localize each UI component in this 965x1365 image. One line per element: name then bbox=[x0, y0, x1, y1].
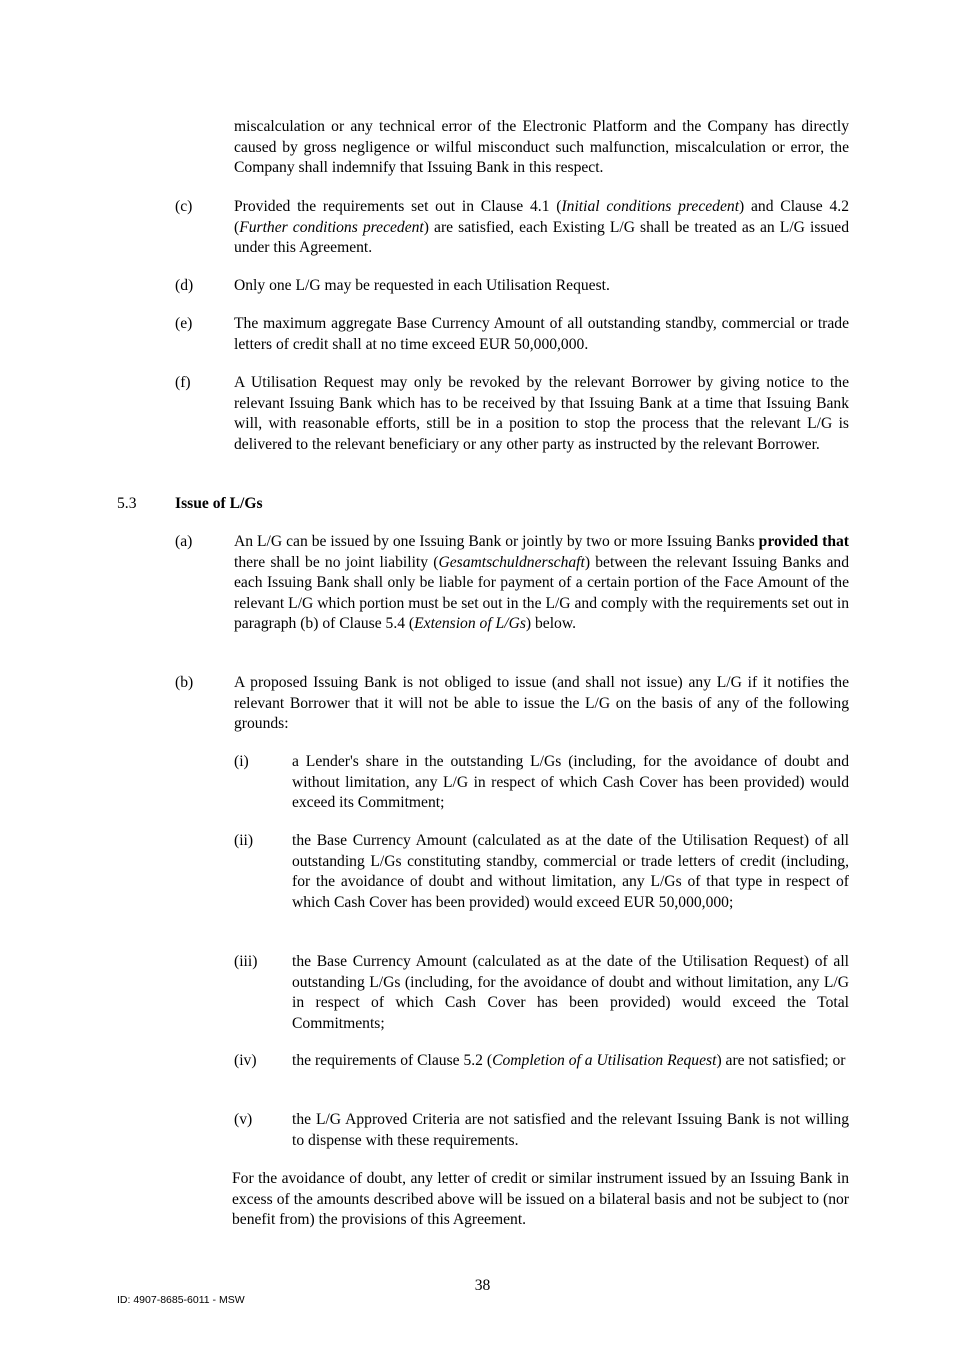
para-c-t3: ) are satisfied, each Existing L/G shall be treated as an L/G issued under this Agreement. bbox=[234, 218, 849, 257]
para-c-ref-further: Further conditions precedent bbox=[239, 218, 424, 236]
para-53b-label: (b) bbox=[175, 674, 194, 691]
sub-iv-t2: ) are not satisfied; or bbox=[716, 1052, 846, 1069]
intro-paragraph: miscalculation or any technical error of the Electronic Platform and the Company has directly caused by gross negligence or wilful misconduct such malfunction, miscalculation or error, the Company shall indemnify that Issuing Bank in this respect. bbox=[234, 118, 849, 177]
closing-paragraph: For the avoidance of doubt, any letter of credit or similar instrument issued by an Issuing Bank in excess of the amounts described above will be issued on a bilateral basis and not be subject to (nor benefit from) the provisions of this Agreement. bbox=[232, 1170, 849, 1229]
para-53a-extension-ref: Extension of L/Gs bbox=[414, 615, 526, 633]
para-f-text: A Utilisation Request may only be revoked by the relevant Borrower by giving notice to the relevant Issuing Bank which has to be received by that Issuing Bank at a time that Issuing Bank will, with reasonable efforts, still be in a position to stop the process that the relevant L/G is delivered to the relevant beneficiary or any other party as instructed by the relevant Borrower. bbox=[234, 374, 849, 453]
para-c-text bbox=[234, 197, 849, 259]
para-53a-t2: there shall be no joint liability ( bbox=[234, 553, 439, 571]
sub-ii-text: the Base Currency Amount (calculated as at the date of the Utilisation Request) of all outstanding L/Gs constituting standby, commercial or trade letters of credit (including, for the avoidance of doubt and without limitation, any L/Gs of that type in respect of which Cash Cover has been provided) would exceed EUR 50,000,000; bbox=[292, 832, 849, 911]
para-53a-gesamtschuld: Gesamtschuldnerschaft bbox=[438, 553, 585, 571]
section-number: 5.3 bbox=[117, 495, 137, 512]
para-53a-provided-that: provided that bbox=[758, 533, 849, 550]
para-f-label: (f) bbox=[175, 374, 191, 391]
para-53a-text bbox=[234, 532, 849, 635]
sub-iii-text: the Base Currency Amount (calculated as at the date of the Utilisation Request) of all outstanding L/Gs (including, for the avoidance of doubt and without limitation, any L/G in respect of which Cash Cover has been provided) would exceed the Total Commitments; bbox=[292, 953, 849, 1032]
para-53b-text: A proposed Issuing Bank is not obliged to issue (and shall not issue) any L/G if it notifies the relevant Borrower that it will not be able to issue the L/G on the basis of any of the following grounds: bbox=[234, 674, 849, 733]
para-e-label: (e) bbox=[175, 315, 193, 332]
para-c-label: (c) bbox=[175, 198, 193, 215]
para-53a-t3: ) between the relevant Issuing Banks and each Issuing Bank shall only be liable for payment of a certain portion of the Face Amount of the relevant L/G which portion must be set out in the L/G and comply with the requirements set out in paragraph (b) of Clause 5.4 ( bbox=[234, 553, 849, 633]
sub-iv-label: (iv) bbox=[234, 1052, 257, 1069]
para-53a-label: (a) bbox=[175, 533, 193, 550]
document-id: ID: 4907-8685-6011 - MSW bbox=[117, 1294, 245, 1306]
para-d-label: (d) bbox=[175, 277, 194, 294]
sub-iv-text bbox=[292, 1051, 849, 1072]
para-e-text: The maximum aggregate Base Currency Amount of all outstanding standby, commercial or trade letters of credit shall at no time exceed EUR 50,000,000. bbox=[234, 315, 849, 353]
sub-iv-t1: the requirements of Clause 5.2 ( bbox=[292, 1052, 493, 1069]
para-d-text: Only one L/G may be requested in each Utilisation Request. bbox=[234, 277, 610, 294]
sub-ii-label: (ii) bbox=[234, 832, 254, 849]
sub-i-label: (i) bbox=[234, 753, 249, 770]
para-53a-t4: ) below. bbox=[525, 615, 576, 633]
para-c-ref-initial: Initial conditions precedent bbox=[561, 198, 740, 215]
sub-iii-label: (iii) bbox=[234, 953, 258, 970]
sub-v-text: the L/G Approved Criteria are not satisfied and the relevant Issuing Bank is not willing to dispense with these requirements. bbox=[292, 1111, 849, 1149]
para-53a-t1: An L/G can be issued by one Issuing Bank or jointly by two or more Issuing Banks bbox=[234, 533, 759, 550]
para-c-t2: ) and Clause 4.2 ( bbox=[234, 198, 850, 236]
sub-i-text: a Lender's share in the outstanding L/Gs (including, for the avoidance of doubt and without limitation, any L/G in respect of which Cash Cover has been provided) would exceed its Commitment; bbox=[292, 753, 849, 812]
section-title: Issue of L/Gs bbox=[175, 495, 263, 512]
page-number: 38 bbox=[474, 1277, 491, 1294]
sub-iv-ref: Completion of a Utilisation Request bbox=[492, 1052, 717, 1069]
para-c-t1: Provided the requirements set out in Clause 4.1 ( bbox=[234, 198, 562, 215]
sub-v-label: (v) bbox=[234, 1111, 253, 1128]
